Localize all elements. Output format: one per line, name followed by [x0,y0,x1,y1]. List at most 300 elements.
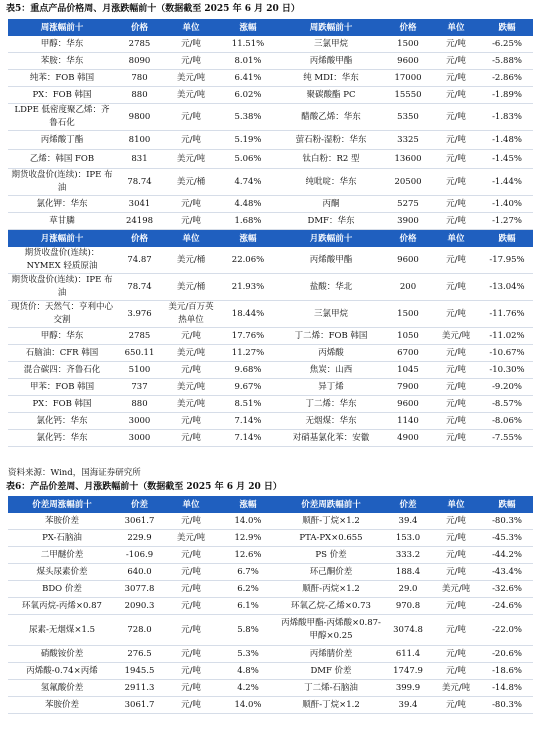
price-value: 20500 [385,169,431,196]
product-name: 钛白粉：R2 型 [277,150,385,169]
unit-label: 元/吨 [163,513,219,530]
change-value: -1.40% [481,196,533,213]
product-name: PS 价差 [277,547,385,564]
unit-label: 元/吨 [431,396,481,413]
unit-label: 元/吨 [431,104,481,131]
source-note: 资料来源：Wind，国海证券研究所 [8,468,141,478]
table-row [8,663,533,680]
table-row [8,362,533,379]
price-value: 2090.3 [116,598,163,615]
unit-label: 美元/百万英热单位 [163,301,219,328]
product-name: 三氯甲烷 [277,36,385,53]
table-row [8,274,533,301]
product-name: 顺酐-丁烷×1.2 [277,697,385,714]
product-name: 现货价：天然气：亨利中心交割 [8,301,116,328]
change-value: -10.67% [481,345,533,362]
price-value: 1045 [385,362,431,379]
price-value: 831 [116,150,163,169]
unit-label: 元/吨 [163,328,219,345]
unit-label: 美元/吨 [163,345,219,362]
price-value: 5100 [116,362,163,379]
price-value: 200 [385,274,431,301]
product-name: 苯胺价差 [8,513,116,530]
unit-label: 元/吨 [431,362,481,379]
price-value: 8100 [116,131,163,150]
unit-label: 元/吨 [431,598,481,615]
price-value: 1945.5 [116,663,163,680]
product-name: DMF：华东 [277,213,385,230]
unit-label: 元/吨 [431,53,481,70]
table-row [8,379,533,396]
table-row [8,196,533,213]
change-value: 18.44% [219,301,277,328]
table-row [8,345,533,362]
change-value: 5.38% [219,104,277,131]
product-name: 丙烯酸-0.74×丙烯 [8,663,116,680]
unit-label: 元/吨 [431,646,481,663]
unit-label: 元/吨 [431,345,481,362]
table-row [8,413,533,430]
change-value: -8.57% [481,396,533,413]
unit-label: 美元/吨 [431,328,481,345]
column-header: 跌幅 [481,496,533,513]
table5 [8,19,533,447]
unit-label: 元/吨 [163,413,219,430]
product-name: 丙烯酸丁酯 [8,131,116,150]
product-name: 混合碳四：齐鲁石化 [8,362,116,379]
change-value: 1.68% [219,213,277,230]
table-row [8,697,533,714]
column-header: 价差周涨幅前十 [8,496,116,513]
product-name: 对硝基氯化苯：安徽 [277,430,385,447]
unit-label: 元/吨 [163,598,219,615]
product-name: PX-石脑油 [8,530,116,547]
unit-label: 美元/吨 [163,530,219,547]
price-value: 333.2 [385,547,431,564]
price-value: 5350 [385,104,431,131]
product-name: PX：FOB 韩国 [8,396,116,413]
price-value: 3325 [385,131,431,150]
unit-label: 元/吨 [431,36,481,53]
change-value: -14.8% [481,680,533,697]
unit-label: 元/吨 [431,247,481,274]
unit-label: 元/吨 [163,36,219,53]
product-name: 煤头尿素价差 [8,564,116,581]
unit-label: 元/吨 [163,196,219,213]
price-value: 880 [116,396,163,413]
change-value: -1.45% [481,150,533,169]
table-header-row [8,19,533,36]
change-value: 7.14% [219,430,277,447]
product-name: DMF 价差 [277,663,385,680]
change-value: 4.8% [219,663,277,680]
unit-label: 元/吨 [431,87,481,104]
product-name: 无烟煤：华东 [277,413,385,430]
column-header: 价格 [385,19,431,36]
price-value: 9600 [385,396,431,413]
change-value: -80.3% [481,697,533,714]
product-name: 纯苯：FOB 韩国 [8,70,116,87]
change-value: -45.3% [481,530,533,547]
change-value: 6.41% [219,70,277,87]
table-row [8,396,533,413]
change-value: 6.02% [219,87,277,104]
product-name: 甲苯：FOB 韩国 [8,379,116,396]
price-value: 3000 [116,413,163,430]
price-value: 611.4 [385,646,431,663]
product-name: 异丁烯 [277,379,385,396]
price-value: 1500 [385,36,431,53]
change-value: -1.48% [481,131,533,150]
column-header: 月跌幅前十 [277,230,385,248]
price-value: 3000 [116,430,163,447]
product-name: LDPE 低密度聚乙烯：齐鲁石化 [8,104,116,131]
change-value: -8.06% [481,413,533,430]
change-value: 5.8% [219,615,277,646]
price-value: 4900 [385,430,431,447]
column-header: 周跌幅前十 [277,19,385,36]
product-name: 丙烯酸 [277,345,385,362]
unit-label: 元/吨 [163,131,219,150]
column-header: 价差 [385,496,431,513]
change-value: 14.0% [219,513,277,530]
table-row [8,301,533,328]
change-value: 8.01% [219,53,277,70]
product-name: 丙烯酸甲酯 [277,53,385,70]
price-value: 2911.3 [116,680,163,697]
change-value: -80.3% [481,513,533,530]
change-value: -44.2% [481,547,533,564]
product-name: 苯胺：华东 [8,53,116,70]
product-name: 环己酮价差 [277,564,385,581]
table5-caption: 表5：重点产品价格周、月涨跌幅前十（数据截至 2025 年 6 月 20 日） [6,4,300,14]
price-value: 1500 [385,301,431,328]
table-row [8,598,533,615]
price-value: 737 [116,379,163,396]
unit-label: 元/吨 [431,430,481,447]
table-row [8,513,533,530]
product-name: 草甘膦 [8,213,116,230]
column-header: 价格 [116,230,163,248]
product-name: 甲醇：华东 [8,36,116,53]
unit-label: 元/吨 [431,196,481,213]
column-header: 价格 [385,230,431,248]
change-value: -6.25% [481,36,533,53]
unit-label: 元/吨 [163,646,219,663]
table-row [8,70,533,87]
product-name: 氯化钙：华东 [8,413,116,430]
table-row [8,646,533,663]
price-value: 6700 [385,345,431,362]
product-name: 顺酐-丁烷×1.2 [277,513,385,530]
column-header: 单位 [163,19,219,36]
change-value: -43.4% [481,564,533,581]
column-header: 单位 [163,230,219,248]
unit-label: 美元/桶 [163,169,219,196]
table-row [8,53,533,70]
product-name: 甲醇：华东 [8,328,116,345]
table-row [8,169,533,196]
unit-label: 元/吨 [163,615,219,646]
price-value: 1747.9 [385,663,431,680]
column-header: 价差周跌幅前十 [277,496,385,513]
unit-label: 元/吨 [431,274,481,301]
table-row [8,150,533,169]
product-name: 期货收盘价(连续)：IPE 布油 [8,274,116,301]
product-name: 丙烯腈价差 [277,646,385,663]
table-row [8,530,533,547]
unit-label: 元/吨 [163,564,219,581]
unit-label: 元/吨 [431,169,481,196]
table-row [8,615,533,646]
table-row [8,213,533,230]
product-name: 期货收盘价(连续)：IPE 布油 [8,169,116,196]
unit-label: 美元/吨 [163,87,219,104]
price-value: 3.976 [116,301,163,328]
unit-label: 美元/吨 [163,379,219,396]
unit-label: 元/吨 [163,547,219,564]
unit-label: 元/吨 [163,53,219,70]
table-row [8,87,533,104]
unit-label: 元/吨 [163,680,219,697]
price-value: 153.0 [385,530,431,547]
unit-label: 元/吨 [163,213,219,230]
change-value: 12.6% [219,547,277,564]
table-row [8,564,533,581]
unit-label: 美元/吨 [163,396,219,413]
unit-label: 元/吨 [431,564,481,581]
price-value: 3061.7 [116,513,163,530]
change-value: -1.27% [481,213,533,230]
unit-label: 元/吨 [163,697,219,714]
price-value: 3041 [116,196,163,213]
product-name: 尿素-无烟煤×1.5 [8,615,116,646]
product-name: 氯化钙：华东 [8,430,116,447]
change-value: -1.89% [481,87,533,104]
unit-label: 元/吨 [431,513,481,530]
price-value: 24198 [116,213,163,230]
price-value: 9600 [385,247,431,274]
change-value: 14.0% [219,697,277,714]
product-name: 二甲醚价差 [8,547,116,564]
product-name: 聚碳酸酯 PC [277,87,385,104]
column-header: 月涨幅前十 [8,230,116,248]
price-value: 970.8 [385,598,431,615]
price-value: 78.74 [116,169,163,196]
change-value: 8.51% [219,396,277,413]
change-value: 6.7% [219,564,277,581]
price-value: 29.0 [385,581,431,598]
change-value: -5.88% [481,53,533,70]
change-value: 5.3% [219,646,277,663]
unit-label: 美元/桶 [163,274,219,301]
change-value: -22.0% [481,615,533,646]
price-value: 1050 [385,328,431,345]
unit-label: 元/吨 [431,379,481,396]
change-value: 4.74% [219,169,277,196]
change-value: -2.86% [481,70,533,87]
price-value: 276.5 [116,646,163,663]
unit-label: 元/吨 [431,663,481,680]
product-name: PTA-PX×0.655 [277,530,385,547]
product-name: 萤石粉-湿粉：华东 [277,131,385,150]
product-name: 期货收盘价(连续)：NYMEX 轻质原油 [8,247,116,274]
price-value: 188.4 [385,564,431,581]
product-name: 丙酮 [277,196,385,213]
product-name: 环氧乙烷-乙烯×0.73 [277,598,385,615]
product-name: 硝酸铵价差 [8,646,116,663]
product-name: 石脑油：CFR 韩国 [8,345,116,362]
product-name: 乙烯：韩国 FOB [8,150,116,169]
unit-label: 元/吨 [163,430,219,447]
table-header-row [8,230,533,248]
table-row [8,581,533,598]
change-value: -32.6% [481,581,533,598]
change-value: 5.19% [219,131,277,150]
price-value: -106.9 [116,547,163,564]
unit-label: 美元/桶 [163,247,219,274]
change-value: -10.30% [481,362,533,379]
price-value: 1140 [385,413,431,430]
change-value: -1.44% [481,169,533,196]
change-value: -7.55% [481,430,533,447]
unit-label: 元/吨 [431,301,481,328]
change-value: 22.06% [219,247,277,274]
product-name: PX：FOB 韩国 [8,87,116,104]
change-value: -11.02% [481,328,533,345]
change-value: 11.51% [219,36,277,53]
change-value: -17.95% [481,247,533,274]
unit-label: 元/吨 [163,663,219,680]
column-header: 跌幅 [481,19,533,36]
unit-label: 元/吨 [163,362,219,379]
table-row [8,247,533,274]
product-name: 氢氟酸价差 [8,680,116,697]
product-name: 丙烯酸甲酯-丙烯酸×0.87-甲醇×0.25 [277,615,385,646]
unit-label: 元/吨 [431,70,481,87]
price-value: 3074.8 [385,615,431,646]
price-value: 640.0 [116,564,163,581]
change-value: -9.20% [481,379,533,396]
column-header: 周涨幅前十 [8,19,116,36]
column-header: 单位 [431,230,481,248]
column-header: 单位 [163,496,219,513]
price-value: 728.0 [116,615,163,646]
unit-label: 元/吨 [431,547,481,564]
product-name: 丙烯酸甲酯 [277,247,385,274]
product-name: 氯化钾：华东 [8,196,116,213]
price-value: 13600 [385,150,431,169]
product-name: 丁二烯：华东 [277,396,385,413]
change-value: -20.6% [481,646,533,663]
product-name: 纯吡啶：华东 [277,169,385,196]
product-name: 三氯甲烷 [277,301,385,328]
unit-label: 美元/吨 [163,70,219,87]
price-value: 3061.7 [116,697,163,714]
unit-label: 元/吨 [431,150,481,169]
table-row [8,430,533,447]
change-value: 6.1% [219,598,277,615]
price-value: 2785 [116,328,163,345]
unit-label: 元/吨 [163,581,219,598]
change-value: 17.76% [219,328,277,345]
unit-label: 元/吨 [431,213,481,230]
price-value: 780 [116,70,163,87]
change-value: 7.14% [219,413,277,430]
product-name: 醋酸乙烯：华东 [277,104,385,131]
change-value: 9.68% [219,362,277,379]
price-value: 39.4 [385,513,431,530]
price-value: 3077.8 [116,581,163,598]
change-value: -1.83% [481,104,533,131]
product-name: 环氧丙烷-丙烯×0.87 [8,598,116,615]
product-name: BDO 价差 [8,581,116,598]
column-header: 涨幅 [219,230,277,248]
unit-label: 元/吨 [431,131,481,150]
price-value: 2785 [116,36,163,53]
price-value: 74.87 [116,247,163,274]
change-value: -13.04% [481,274,533,301]
change-value: 4.48% [219,196,277,213]
price-value: 9600 [385,53,431,70]
change-value: -24.6% [481,598,533,615]
unit-label: 元/吨 [431,530,481,547]
change-value: 12.9% [219,530,277,547]
table-header-row [8,496,533,513]
change-value: 4.2% [219,680,277,697]
price-value: 229.9 [116,530,163,547]
change-value: 11.27% [219,345,277,362]
unit-label: 美元/吨 [431,680,481,697]
price-value: 7900 [385,379,431,396]
product-name: 纯 MDI：华东 [277,70,385,87]
product-name: 丁二烯-石脑油 [277,680,385,697]
product-name: 顺酐-丙烷×1.2 [277,581,385,598]
price-value: 3900 [385,213,431,230]
change-value: 9.67% [219,379,277,396]
price-value: 15550 [385,87,431,104]
column-header: 跌幅 [481,230,533,248]
price-value: 399.9 [385,680,431,697]
unit-label: 美元/吨 [163,150,219,169]
product-name: 盐酸：华北 [277,274,385,301]
table6 [8,496,533,714]
table6-caption: 表6：产品价差周、月涨跌幅前十（数据截至 2025 年 6 月 20 日） [6,482,282,492]
change-value: 21.93% [219,274,277,301]
unit-label: 元/吨 [431,615,481,646]
table-row [8,104,533,131]
table-row [8,547,533,564]
price-value: 5275 [385,196,431,213]
product-name: 焦炭：山西 [277,362,385,379]
column-header: 单位 [431,19,481,36]
unit-label: 元/吨 [431,697,481,714]
table-row [8,36,533,53]
table-row [8,328,533,345]
price-value: 9800 [116,104,163,131]
product-name: 苯胺价差 [8,697,116,714]
unit-label: 美元/吨 [431,581,481,598]
unit-label: 元/吨 [163,104,219,131]
price-value: 8090 [116,53,163,70]
column-header: 涨幅 [219,19,277,36]
price-value: 880 [116,87,163,104]
price-value: 39.4 [385,697,431,714]
column-header: 单位 [431,496,481,513]
unit-label: 元/吨 [431,413,481,430]
column-header: 价格 [116,19,163,36]
change-value: 6.2% [219,581,277,598]
